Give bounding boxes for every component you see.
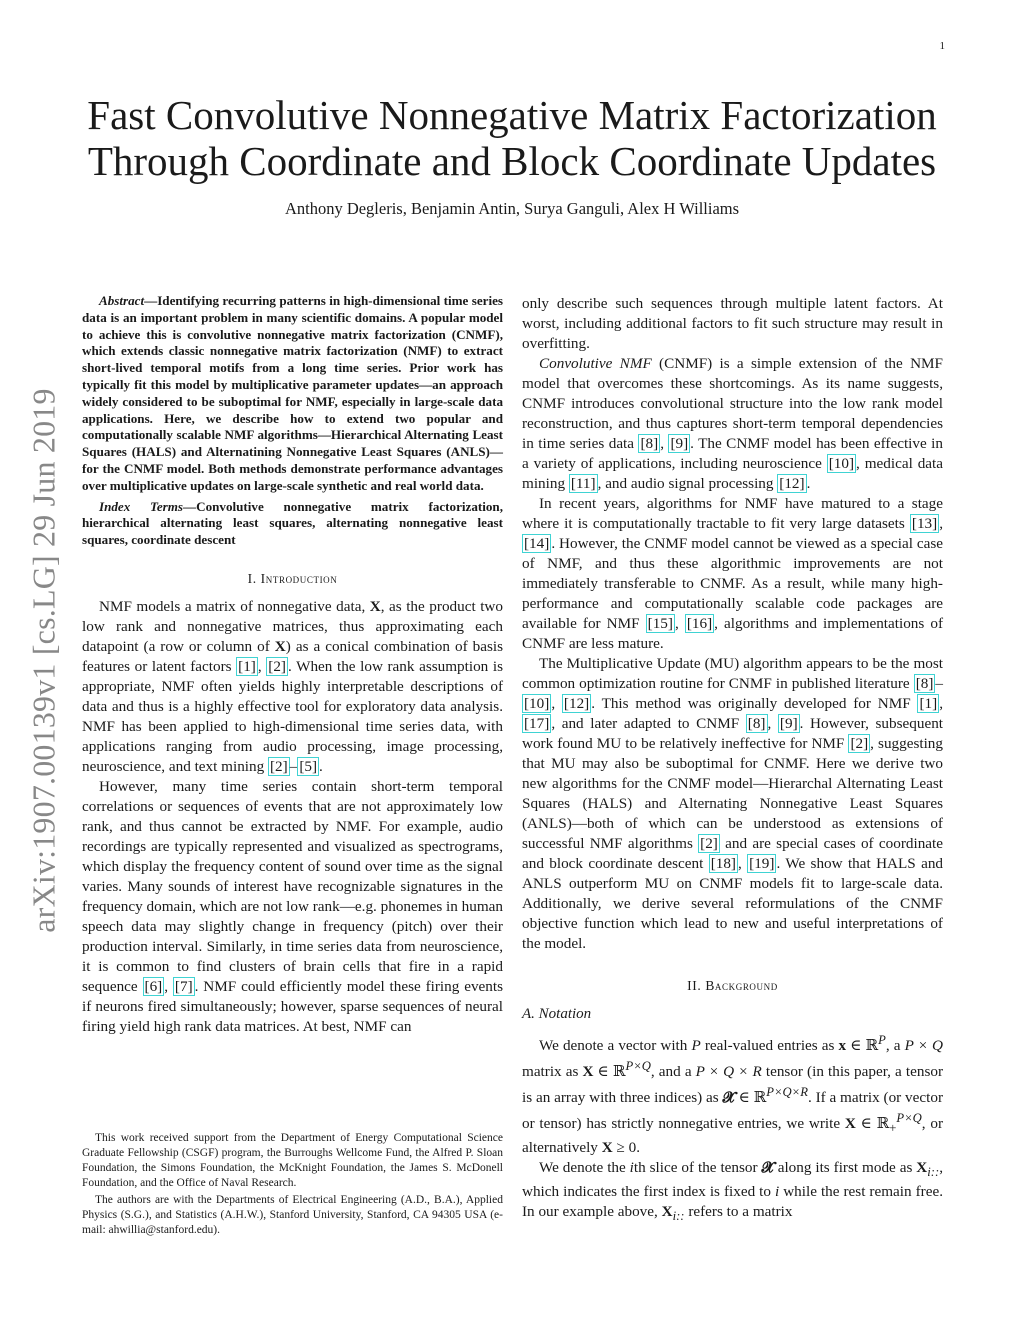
math-tensor: 𝓧 — [761, 1159, 774, 1177]
citation-link[interactable]: [5] — [299, 757, 318, 775]
citation-link[interactable]: [19] — [749, 855, 775, 872]
text-run: refers to a matrix — [684, 1203, 793, 1221]
footnotes — [82, 1131, 503, 1238]
citation-link[interactable]: [16] — [686, 615, 713, 632]
math-superscript: P×Q×R — [766, 1085, 808, 1100]
text-run: , — [551, 695, 562, 712]
text-run: , a — [885, 1037, 905, 1055]
math-X: X — [601, 1139, 613, 1157]
text-run: , and a — [650, 1063, 696, 1081]
text-run: , suggesting that MU may also be suboptimal for CNMF. Here we derive two new algorithms for the CNMF model—Hierarchal Alternating Least Squares (HALS) and Alternating Nonnegative Least Squares (ANLS)—both of which can be understood as extensions of successful NMF algorithms — [522, 735, 943, 852]
text-run: and are special cases of coordinate and block coordinate descent — [522, 835, 943, 872]
citation-link[interactable]: [6] — [144, 977, 163, 995]
text-run: , — [939, 695, 943, 712]
text-run: , and later adapted to CNMF — [551, 715, 746, 732]
text-run: while the rest remain free. In our example above, — [522, 1183, 943, 1221]
math-superscript: P×Q — [896, 1111, 922, 1126]
title-line-1: Fast Convolutive Nonnegative Matrix Factorization — [87, 92, 937, 138]
text-run: In recent years, algorithms for NMF have matured to a stage where it is computationally tractable to fit very large datasets — [522, 495, 943, 532]
text-run: ) as a conical combination of basis features or latent factors — [82, 637, 504, 675]
paper-title — [60, 92, 964, 184]
text-run: . When the low rank assumption is appropriate, NMF often yields highly interpretable descriptions of data and thus is a highly effective tool for exploratory data analysis. NMF has been applied to high-dimensional time series data, with applications ranging from audio processing, image processing, neuroscience, and text mining — [82, 657, 503, 775]
text-run: , medical data mining — [522, 455, 943, 492]
text-run: We denote the — [539, 1159, 630, 1177]
text-run: ∈ ℝ — [593, 1063, 626, 1081]
index-terms — [82, 499, 503, 549]
math-subscript: i:: — [927, 1165, 940, 1180]
math-i: i — [629, 1159, 634, 1177]
math-superscript: P×Q — [625, 1059, 651, 1074]
text-run: . However, subsequent work found MU to be relatively ineffective for NMF — [522, 715, 944, 752]
citation-link[interactable]: [9] — [670, 435, 689, 452]
math-X: X — [661, 1203, 673, 1221]
right-paragraph-0: only describe such sequences through multiple latent factors. At worst, including additional factors to fit such structure may result in overfitting. — [522, 295, 943, 352]
citation-link[interactable]: [13] — [911, 515, 938, 532]
text-run: However, many time series contain short-term temporal correlations or sequences of events that are not approximately low rank, and thus cannot be extracted by NMF. For example, audio recordings are typically represented and visualized as spectrograms, which display the frequency content of sound over time as the signal varies. Many sounds of interest have recognizable signatures in the frequency domain, which are not low rank—e.g. phonemes in human speech data may slightly change in frequency (pitch) over their production interval. Similarly, in time series data from neuroscience, it is common to find clusters of brain cells that fire in a rapid sequence — [82, 777, 503, 995]
text-run: , — [164, 977, 173, 995]
title-line-2: Through Coordinate and Block Coordinate Updates — [87, 138, 937, 184]
author-list: Anthony Degleris, Benjamin Antin, Surya Ganguli, Alex H Williams — [284, 199, 740, 218]
citation-link[interactable]: [2] — [850, 735, 869, 752]
citation-link[interactable]: [2] — [700, 835, 718, 852]
math-X: X — [274, 637, 286, 655]
text-run: ≥ 0. — [612, 1139, 640, 1157]
citation-link[interactable]: [18] — [710, 855, 736, 872]
text-run: (CNMF) is a simple extension of the NMF model that overcomes these shortcomings. As its name suggests, CNMF introduces convolutional structure into the low rank model reconstruction, and thus captures short-term temporal dependencies in time series data — [522, 355, 943, 452]
arxiv-identifier — [26, 355, 62, 965]
citation-link[interactable]: [15] — [647, 615, 673, 632]
text-run: along its first mode as — [773, 1159, 917, 1177]
intro-paragraph-1 — [82, 597, 503, 777]
text-run: th slice of the tensor — [633, 1159, 762, 1177]
text-run: ∈ ℝ — [846, 1037, 879, 1055]
abstract — [82, 293, 503, 495]
citation-link[interactable]: [8] — [640, 435, 659, 452]
text-run: , as the product two low rank and nonnegative matrices, thus approximating each datapoint (a row or column of — [82, 597, 503, 655]
text-run: ∈ ℝ — [855, 1115, 890, 1133]
text-run: The Multiplicative Update (MU) algorithm appears to be the most common optimization routine for CNMF in published literature — [522, 655, 943, 692]
text-run: – — [935, 675, 943, 692]
math-X: X — [844, 1115, 856, 1133]
citation-link[interactable]: [8] — [747, 715, 766, 732]
citation-link[interactable]: [9] — [779, 715, 798, 732]
index-terms-lead: Index Terms — [99, 498, 184, 514]
text-run: , — [660, 435, 669, 452]
footnote-affiliations: The authors are with the Departments of Electrical Engineering (A.D., B.A.), Applied Physics (S.G.), and Statistics (A.H.W.), Stanford University, Stanford, CA 94305 USA (e-mail: ahwillia@stanford.edu). — [82, 1194, 503, 1236]
text-run: , — [674, 615, 685, 632]
math-i: i — [774, 1183, 780, 1201]
section-heading-background: II. Background — [687, 978, 778, 993]
text-run: . However, the CNMF model cannot be viewed as a special case of NMF, and thus these algorithmic improvements are not immediately transferable to CNMF. As a result, while many high-performance and computationally scalable code packages are available for NMF — [522, 535, 943, 632]
index-terms-text: —Convolutive nonnegative matrix factorization, hierarchical alternating least squares, alternating nonnegative least squares, coordinate descent — [82, 498, 503, 548]
math-subscript: i:: — [672, 1209, 685, 1224]
citation-link[interactable]: [8] — [915, 675, 934, 692]
right-paragraph-recent — [522, 494, 943, 654]
text-run: , — [939, 515, 943, 532]
citation-link[interactable]: [2] — [268, 657, 286, 675]
math-P: P — [691, 1037, 701, 1055]
abstract-text: —Identifying recurring patterns in high-dimensional time series data is an important problem in many scientific domains. A popular model to achieve this is convolutive nonnegative matrix factorization (CNMF), which extends classic nonnegative matrix factorization (NMF) to extract short-lived temporal motifs from a long time series. Prior work has typically fit this model by multiplicative parameter updates—an approach widely considered to be suboptimal for NMF, especially in large-scale data applications. Here, we describe how to extend two popular and computationally scalable NMF algorithms—Hierarchical Alternating Least Squares (HALS) and Alternatining Nonnegative Least Squares (ANLS)—for the CNMF model. Both methods demonstrate performance advantages over multiplicative updates on large-scale synthetic and real world data. — [82, 293, 503, 493]
citation-link[interactable]: [12] — [779, 475, 805, 492]
citation-link[interactable]: [7] — [174, 977, 193, 995]
text-run: . We show that HALS and ANLS outperform MU on CNMF models fit to large-scale data. Additionally, we derive several reformulations of the CNMF objective function which lead to new and useful interpretations of the model. — [522, 855, 944, 952]
math-X: X — [369, 597, 381, 615]
text-run: ∈ ℝ — [734, 1089, 767, 1107]
text-run: , which indicates the first index is fixed to — [522, 1159, 943, 1201]
math-subscript: + — [889, 1121, 897, 1136]
citation-link[interactable]: [11] — [570, 475, 596, 492]
text-run: , — [257, 657, 267, 675]
math-tensor: 𝓧 — [722, 1089, 735, 1107]
intro-paragraph-2 — [82, 777, 503, 1037]
text-run: , algorithms and implementations of CNMF are less mature. — [522, 615, 944, 652]
notation-paragraph-2 — [522, 1158, 943, 1226]
text-run: . The CNMF model has been effective in a variety of applications, including neuroscience — [522, 435, 943, 472]
text-run: , — [738, 855, 748, 872]
footnote-funding: This work received support from the Department of Energy Computational Science Graduate Fellowship (CSGF) program, the Burroughs Wellcome Fund, the Alfred P. Sloan Foundation, the Simons Foundation, the McKnight Foundation, the James S. McDonell Foundation, and the Office of Naval Research. — [82, 1132, 503, 1189]
citation-link[interactable]: [10] — [524, 695, 550, 712]
text-run: . This method was originally developed for NMF — [591, 695, 918, 712]
math-X: X — [916, 1159, 928, 1177]
abstract-lead: Abstract — [99, 293, 145, 308]
citation-link[interactable]: [1] — [238, 657, 256, 675]
math-dims: P × Q × R — [695, 1063, 762, 1081]
citation-link[interactable]: [17] — [524, 715, 550, 732]
notation-paragraph-1 — [522, 1030, 943, 1158]
right-column — [522, 294, 943, 1226]
text-run: matrix as — [522, 1063, 583, 1081]
citation-link[interactable]: [12] — [563, 695, 590, 712]
text-run: tensor (in this paper, a tensor is an array with three indices) as — [522, 1063, 944, 1107]
citation-link[interactable]: [10] — [828, 455, 855, 472]
math-x: x — [838, 1037, 847, 1055]
text-run: NMF models a matrix of nonnegative data, — [99, 597, 370, 615]
text-run: , — [767, 715, 778, 732]
math-dims: P × Q — [904, 1037, 943, 1055]
text-run: . If a matrix (or vector or tensor) has strictly nonnegative entries, we write — [522, 1089, 943, 1133]
text-run: . NMF could efficiently model these firing events if neurons fired simultaneously; however, sparse sequences of neural firing yield high rank data matrices. At best, NMF can — [82, 977, 504, 1035]
left-column — [82, 293, 503, 1037]
subsection-heading-notation: A. Notation — [522, 1006, 592, 1022]
text-run: We denote a vector with — [539, 1037, 692, 1055]
italic-term: Convolutive NMF — [539, 355, 652, 372]
citation-link[interactable]: [1] — [919, 695, 938, 712]
arxiv-identifier-text: arXiv:1907.00139v1 [cs.LG] 29 Jun 2019 — [25, 387, 62, 933]
citation-link[interactable]: [14] — [524, 535, 550, 552]
text-run: real-valued entries as — [700, 1037, 839, 1055]
math-X: X — [582, 1063, 594, 1081]
math-superscript: P — [878, 1033, 886, 1047]
text-run: – — [289, 757, 298, 775]
text-run: . — [319, 757, 323, 775]
page-number: 1 — [939, 40, 945, 52]
right-paragraph-mu — [522, 654, 943, 954]
citation-link[interactable]: [2] — [270, 757, 288, 775]
section-heading-introduction: I. Introduction — [247, 570, 338, 586]
right-paragraph-cnmf — [522, 354, 943, 494]
text-run: . — [806, 475, 811, 492]
text-run: , or alternatively — [522, 1115, 943, 1157]
text-run: , and audio signal processing — [597, 475, 778, 492]
